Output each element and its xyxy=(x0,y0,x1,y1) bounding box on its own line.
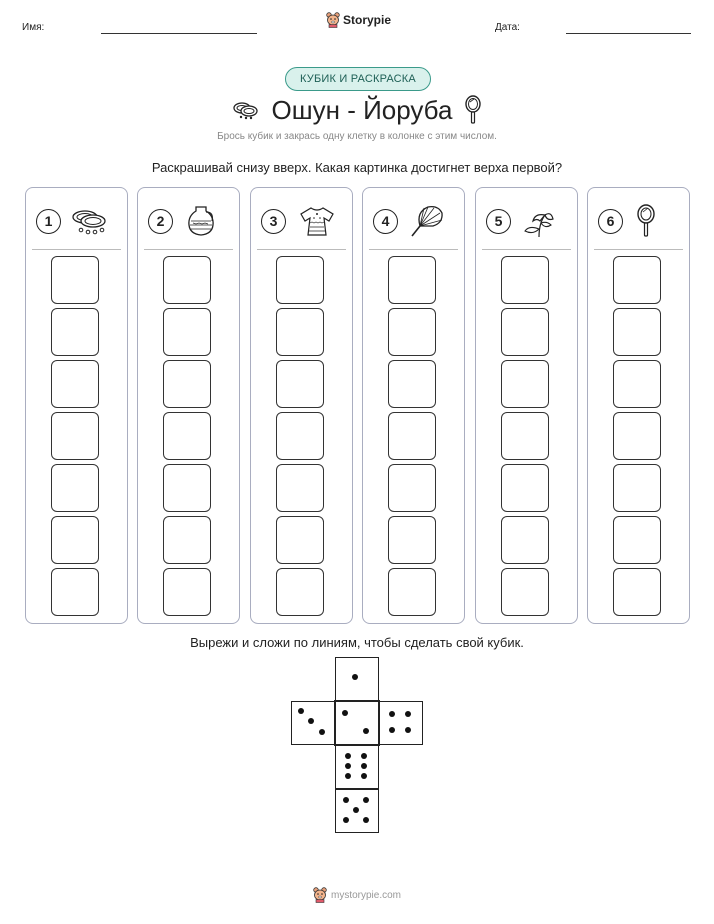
grid-cell[interactable] xyxy=(163,464,211,512)
flower-icon xyxy=(519,203,559,239)
column-number: 2 xyxy=(148,209,173,234)
die-face-1 xyxy=(335,657,379,701)
grid-cell[interactable] xyxy=(163,256,211,304)
grid-cell[interactable] xyxy=(276,568,324,616)
page-title: Ошун - Йоруба xyxy=(271,94,453,125)
die-pip xyxy=(361,763,367,769)
instruction-text: Раскрашивай снизу вверх. Какая картинка достигнет верха первой? xyxy=(151,160,563,175)
column-1 xyxy=(25,187,128,624)
bracelets-icon xyxy=(232,99,260,121)
die-face-3 xyxy=(291,701,335,745)
column-2 xyxy=(137,187,240,624)
date-line xyxy=(566,33,691,34)
grid-cell[interactable] xyxy=(163,360,211,408)
column-divider xyxy=(369,249,458,250)
grid-cell[interactable] xyxy=(613,412,661,460)
grid-cell[interactable] xyxy=(613,256,661,304)
column-header xyxy=(373,203,457,239)
grid-cell[interactable] xyxy=(501,308,549,356)
column-number: 5 xyxy=(486,209,511,234)
column-divider xyxy=(257,249,346,250)
date-label: Дата: xyxy=(495,22,520,33)
name-label: Имя: xyxy=(22,22,45,33)
grid-cell[interactable] xyxy=(276,256,324,304)
die-pip xyxy=(363,797,369,803)
die-pip xyxy=(298,708,304,714)
grid-cell[interactable] xyxy=(501,568,549,616)
name-line xyxy=(101,33,257,34)
grid-cell[interactable] xyxy=(613,516,661,564)
die-pip xyxy=(361,773,367,779)
grid-cell[interactable] xyxy=(388,256,436,304)
column-6 xyxy=(587,187,690,624)
die-pip xyxy=(345,773,351,779)
grid-cell[interactable] xyxy=(276,412,324,460)
die-pip xyxy=(345,753,351,759)
die-pip xyxy=(405,711,411,717)
grid-cell[interactable] xyxy=(163,308,211,356)
column-number: 3 xyxy=(261,209,286,234)
die-pip xyxy=(353,807,359,813)
title-row xyxy=(0,90,714,130)
die-pip xyxy=(342,710,348,716)
grid-cell[interactable] xyxy=(51,256,99,304)
die-pip xyxy=(363,817,369,823)
die-pip xyxy=(319,729,325,735)
column-header xyxy=(261,203,345,239)
column-number: 1 xyxy=(36,209,61,234)
fan-icon xyxy=(406,204,446,238)
brand-logo xyxy=(326,12,391,28)
grid-cell[interactable] xyxy=(163,412,211,460)
grid-cell[interactable] xyxy=(388,360,436,408)
grid-cell[interactable] xyxy=(501,412,549,460)
column-header xyxy=(148,203,232,239)
dress-icon xyxy=(294,205,340,237)
column-divider xyxy=(594,249,683,250)
grid-cell[interactable] xyxy=(51,360,99,408)
die-face-2 xyxy=(334,700,380,746)
grid-cell[interactable] xyxy=(388,464,436,512)
column-divider xyxy=(482,249,571,250)
column-header xyxy=(36,203,120,239)
grid-cell[interactable] xyxy=(51,464,99,512)
column-divider xyxy=(144,249,233,250)
die-pip xyxy=(352,674,358,680)
brand-name: Storypie xyxy=(343,13,392,27)
footer-url[interactable]: mystorypie.com xyxy=(330,889,401,901)
grid-cell[interactable] xyxy=(501,256,549,304)
die-pip xyxy=(308,718,314,724)
grid-cell[interactable] xyxy=(501,516,549,564)
die-pip xyxy=(343,817,349,823)
grid-cell[interactable] xyxy=(51,412,99,460)
footer xyxy=(0,884,714,906)
mirror-icon xyxy=(464,95,482,125)
vase-icon xyxy=(181,204,221,238)
die-pip xyxy=(405,727,411,733)
die-pip xyxy=(343,797,349,803)
grid-cell[interactable] xyxy=(276,360,324,408)
die-pip xyxy=(345,763,351,769)
column-divider xyxy=(32,249,121,250)
grid-cell[interactable] xyxy=(163,516,211,564)
cut-instruction: Вырежи и сложи по линиям, чтобы сделать свой кубик. xyxy=(190,635,524,650)
grid-cell[interactable] xyxy=(163,568,211,616)
die-face-5 xyxy=(335,789,379,833)
column-5 xyxy=(475,187,578,624)
grid-cell[interactable] xyxy=(613,308,661,356)
bracelets-icon xyxy=(69,206,109,236)
die-pip xyxy=(389,711,395,717)
die-pip xyxy=(389,727,395,733)
subtitle: Брось кубик и закрась одну клетку в колонке с этим числом. xyxy=(217,131,497,142)
grid-cell[interactable] xyxy=(613,464,661,512)
grid-cell[interactable] xyxy=(51,516,99,564)
bear-icon xyxy=(326,12,340,28)
die-face-6 xyxy=(335,745,379,789)
category-badge: КУБИК И РАСКРАСКА xyxy=(285,67,431,91)
grid-cell[interactable] xyxy=(388,308,436,356)
grid-cell[interactable] xyxy=(613,568,661,616)
grid-cell[interactable] xyxy=(388,516,436,564)
column-header xyxy=(486,203,570,239)
grid-cell[interactable] xyxy=(276,464,324,512)
die-pip xyxy=(361,753,367,759)
grid-cell[interactable] xyxy=(501,464,549,512)
die-face-4 xyxy=(379,701,423,745)
bear-icon xyxy=(313,887,327,903)
column-number: 6 xyxy=(598,209,623,234)
grid-cell[interactable] xyxy=(613,360,661,408)
die-pip xyxy=(363,728,369,734)
grid-cell[interactable] xyxy=(276,308,324,356)
grid-cell[interactable] xyxy=(388,568,436,616)
grid-cell[interactable] xyxy=(51,308,99,356)
column-number: 4 xyxy=(373,209,398,234)
grid-cell[interactable] xyxy=(276,516,324,564)
grid-cell[interactable] xyxy=(501,360,549,408)
column-4 xyxy=(362,187,465,624)
grid-cell[interactable] xyxy=(388,412,436,460)
column-header xyxy=(598,203,682,239)
grid-cell[interactable] xyxy=(51,568,99,616)
column-3 xyxy=(250,187,353,624)
mirror-icon xyxy=(631,203,661,239)
